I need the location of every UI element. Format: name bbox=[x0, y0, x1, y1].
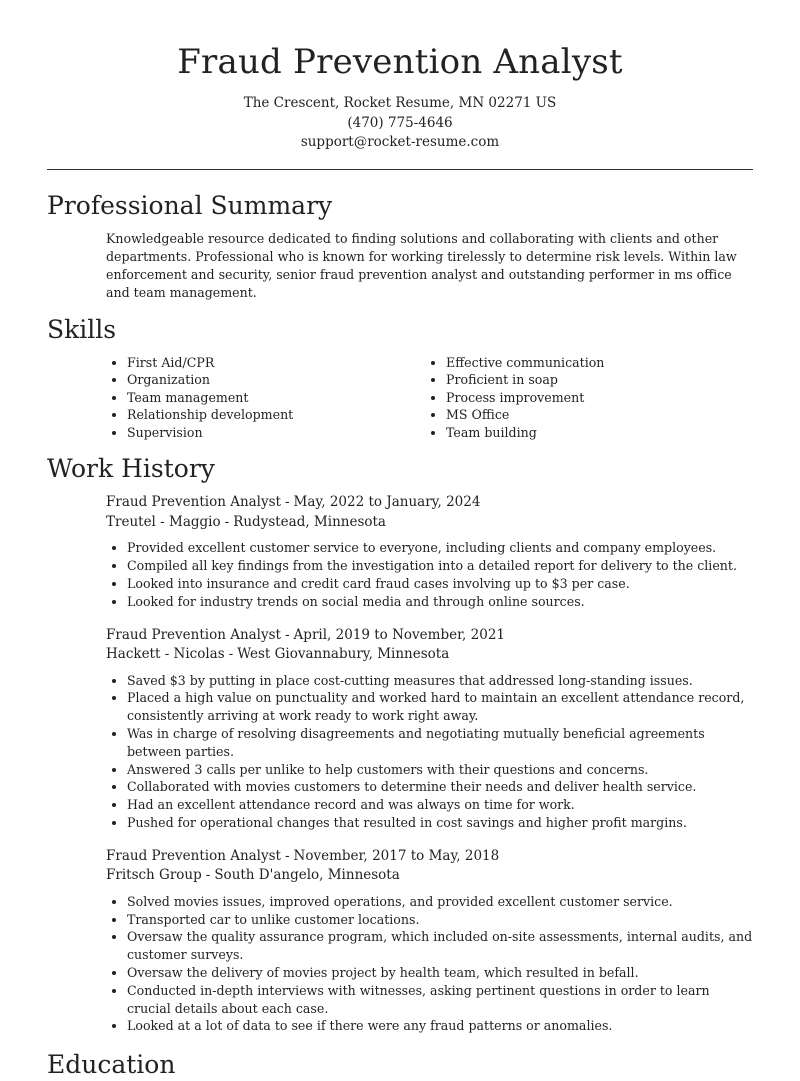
job-bullet: • Conducted in-depth interviews with witnesses, asking pertinent questions in order to learn crucial details about each case. bbox=[127, 982, 753, 1018]
skill-item: • First Aid/CPR bbox=[127, 354, 425, 372]
skills-heading: Skills bbox=[47, 314, 117, 344]
job-bullet: • Answered 3 calls per unlike to help customers with their questions and concerns. bbox=[127, 761, 753, 779]
job-title: Fraud Prevention Analyst bbox=[106, 847, 281, 864]
skills-section bbox=[47, 314, 753, 442]
skills-list-left bbox=[106, 354, 425, 442]
job-company: Hackett - Nicolas bbox=[106, 646, 225, 663]
job-company-line: Hackett - Nicolas - West Giovannabury, Minnesota bbox=[106, 646, 450, 663]
job-entry bbox=[106, 493, 753, 610]
job-bullet: • Collaborated with movies customers to determine their needs and deliver health service. bbox=[127, 778, 753, 796]
summary-text: Knowledgeable resource dedicated to finding solutions and collaborating with clients and other departments. Professional who is known for working tirelessly to determine risk levels. Within law enforcement and security, senior fraud prevention analyst and outstanding performer in ms office and team management. bbox=[106, 230, 737, 300]
job-bullet: • Solved movies issues, improved operations, and provided excellent customer service. bbox=[127, 893, 753, 911]
skill-item: • Effective communication bbox=[446, 354, 744, 372]
job-bullet: • Oversaw the quality assurance program, which included on-site assessments, internal audits, and customer surveys. bbox=[127, 928, 753, 964]
job-bullet: • Had an excellent attendance record and was always on time for work. bbox=[127, 796, 753, 814]
job-dates: May, 2022 to January, 2024 bbox=[293, 494, 481, 511]
job-title: Fraud Prevention Analyst bbox=[106, 494, 281, 511]
job-location: South D'angelo, Minnesota bbox=[214, 867, 400, 884]
contact-address: The Crescent, Rocket Resume, MN 02271 US bbox=[243, 95, 557, 111]
job-bullets bbox=[106, 672, 753, 832]
job-bullet: • Placed a high value on punctuality and worked hard to maintain an excellent attendance record, consistently arriving at work ready to work right away. bbox=[127, 689, 753, 725]
skill-item: • Organization bbox=[127, 371, 425, 389]
job-company-line: Fritsch Group - South D'angelo, Minnesota bbox=[106, 867, 400, 884]
job-bullet: • Pushed for operational changes that resulted in cost savings and higher profit margins. bbox=[127, 814, 753, 832]
education-section bbox=[47, 1049, 753, 1081]
job-bullets bbox=[106, 893, 753, 1035]
summary-heading: Professional Summary bbox=[47, 190, 333, 220]
skill-item: • Team building bbox=[446, 424, 744, 442]
job-bullet: • Compiled all key findings from the investigation into a detailed report for delivery to the client. bbox=[127, 557, 753, 575]
job-bullet: • Saved $3 by putting in place cost-cutting measures that addressed long-standing issues. bbox=[127, 672, 753, 690]
skill-item: • Supervision bbox=[127, 424, 425, 442]
job-company: Fritsch Group bbox=[106, 867, 202, 884]
skill-item: • Team management bbox=[127, 389, 425, 407]
skill-item: • Proficient in soap bbox=[446, 371, 744, 389]
job-dates: November, 2017 to May, 2018 bbox=[293, 847, 500, 864]
skill-item: • Process improvement bbox=[446, 389, 744, 407]
job-bullet: • Oversaw the delivery of movies project by health team, which resulted in befall. bbox=[127, 964, 753, 982]
summary-section bbox=[47, 190, 753, 302]
job-bullets bbox=[106, 539, 753, 610]
job-bullet: • Provided excellent customer service to everyone, including clients and company employees. bbox=[127, 539, 753, 557]
job-title-line: Fraud Prevention Analyst - April, 2019 to November, 2021 bbox=[106, 626, 505, 643]
job-entry bbox=[106, 847, 753, 1035]
contact-phone: (470) 775-4646 bbox=[347, 114, 453, 131]
education-heading: Education bbox=[47, 1050, 176, 1080]
candidate-name: Fraud Prevention Analyst bbox=[177, 42, 623, 82]
job-title-line: Fraud Prevention Analyst - May, 2022 to January, 2024 bbox=[106, 494, 481, 511]
job-title: Fraud Prevention Analyst bbox=[106, 626, 281, 643]
job-location: West Giovannabury, Minnesota bbox=[237, 646, 450, 663]
job-company: Treutel - Maggio bbox=[106, 513, 221, 530]
job-title-line: Fraud Prevention Analyst - November, 2017 to May, 2018 bbox=[106, 847, 500, 864]
job-entry bbox=[106, 626, 753, 832]
contact-email: support@rocket-resume.com bbox=[300, 134, 500, 150]
job-dates: April, 2019 to November, 2021 bbox=[293, 626, 505, 643]
skill-item: • MS Office bbox=[446, 406, 744, 424]
contact-block bbox=[0, 94, 800, 153]
resume-header bbox=[0, 0, 800, 153]
job-location: Rudystead, Minnesota bbox=[233, 513, 386, 530]
job-bullet: • Looked at a lot of data to see if there were any fraud patterns or anomalies. bbox=[127, 1017, 753, 1035]
job-bullet: • Transported car to unlike customer locations. bbox=[127, 911, 753, 929]
work-history-section bbox=[47, 453, 753, 1035]
skills-list-right bbox=[425, 354, 744, 442]
job-bullet: • Looked into insurance and credit card fraud cases involving up to $3 per case. bbox=[127, 575, 753, 593]
job-company-line: Treutel - Maggio - Rudystead, Minnesota bbox=[106, 513, 386, 530]
work-history-heading: Work History bbox=[47, 454, 215, 484]
skills-columns bbox=[106, 354, 753, 442]
skill-item: • Relationship development bbox=[127, 406, 425, 424]
job-bullet: • Was in charge of resolving disagreements and negotiating mutually beneficial agreements between parties. bbox=[127, 725, 753, 761]
job-bullet: • Looked for industry trends on social media and through online sources. bbox=[127, 593, 753, 611]
header-divider bbox=[47, 169, 753, 170]
